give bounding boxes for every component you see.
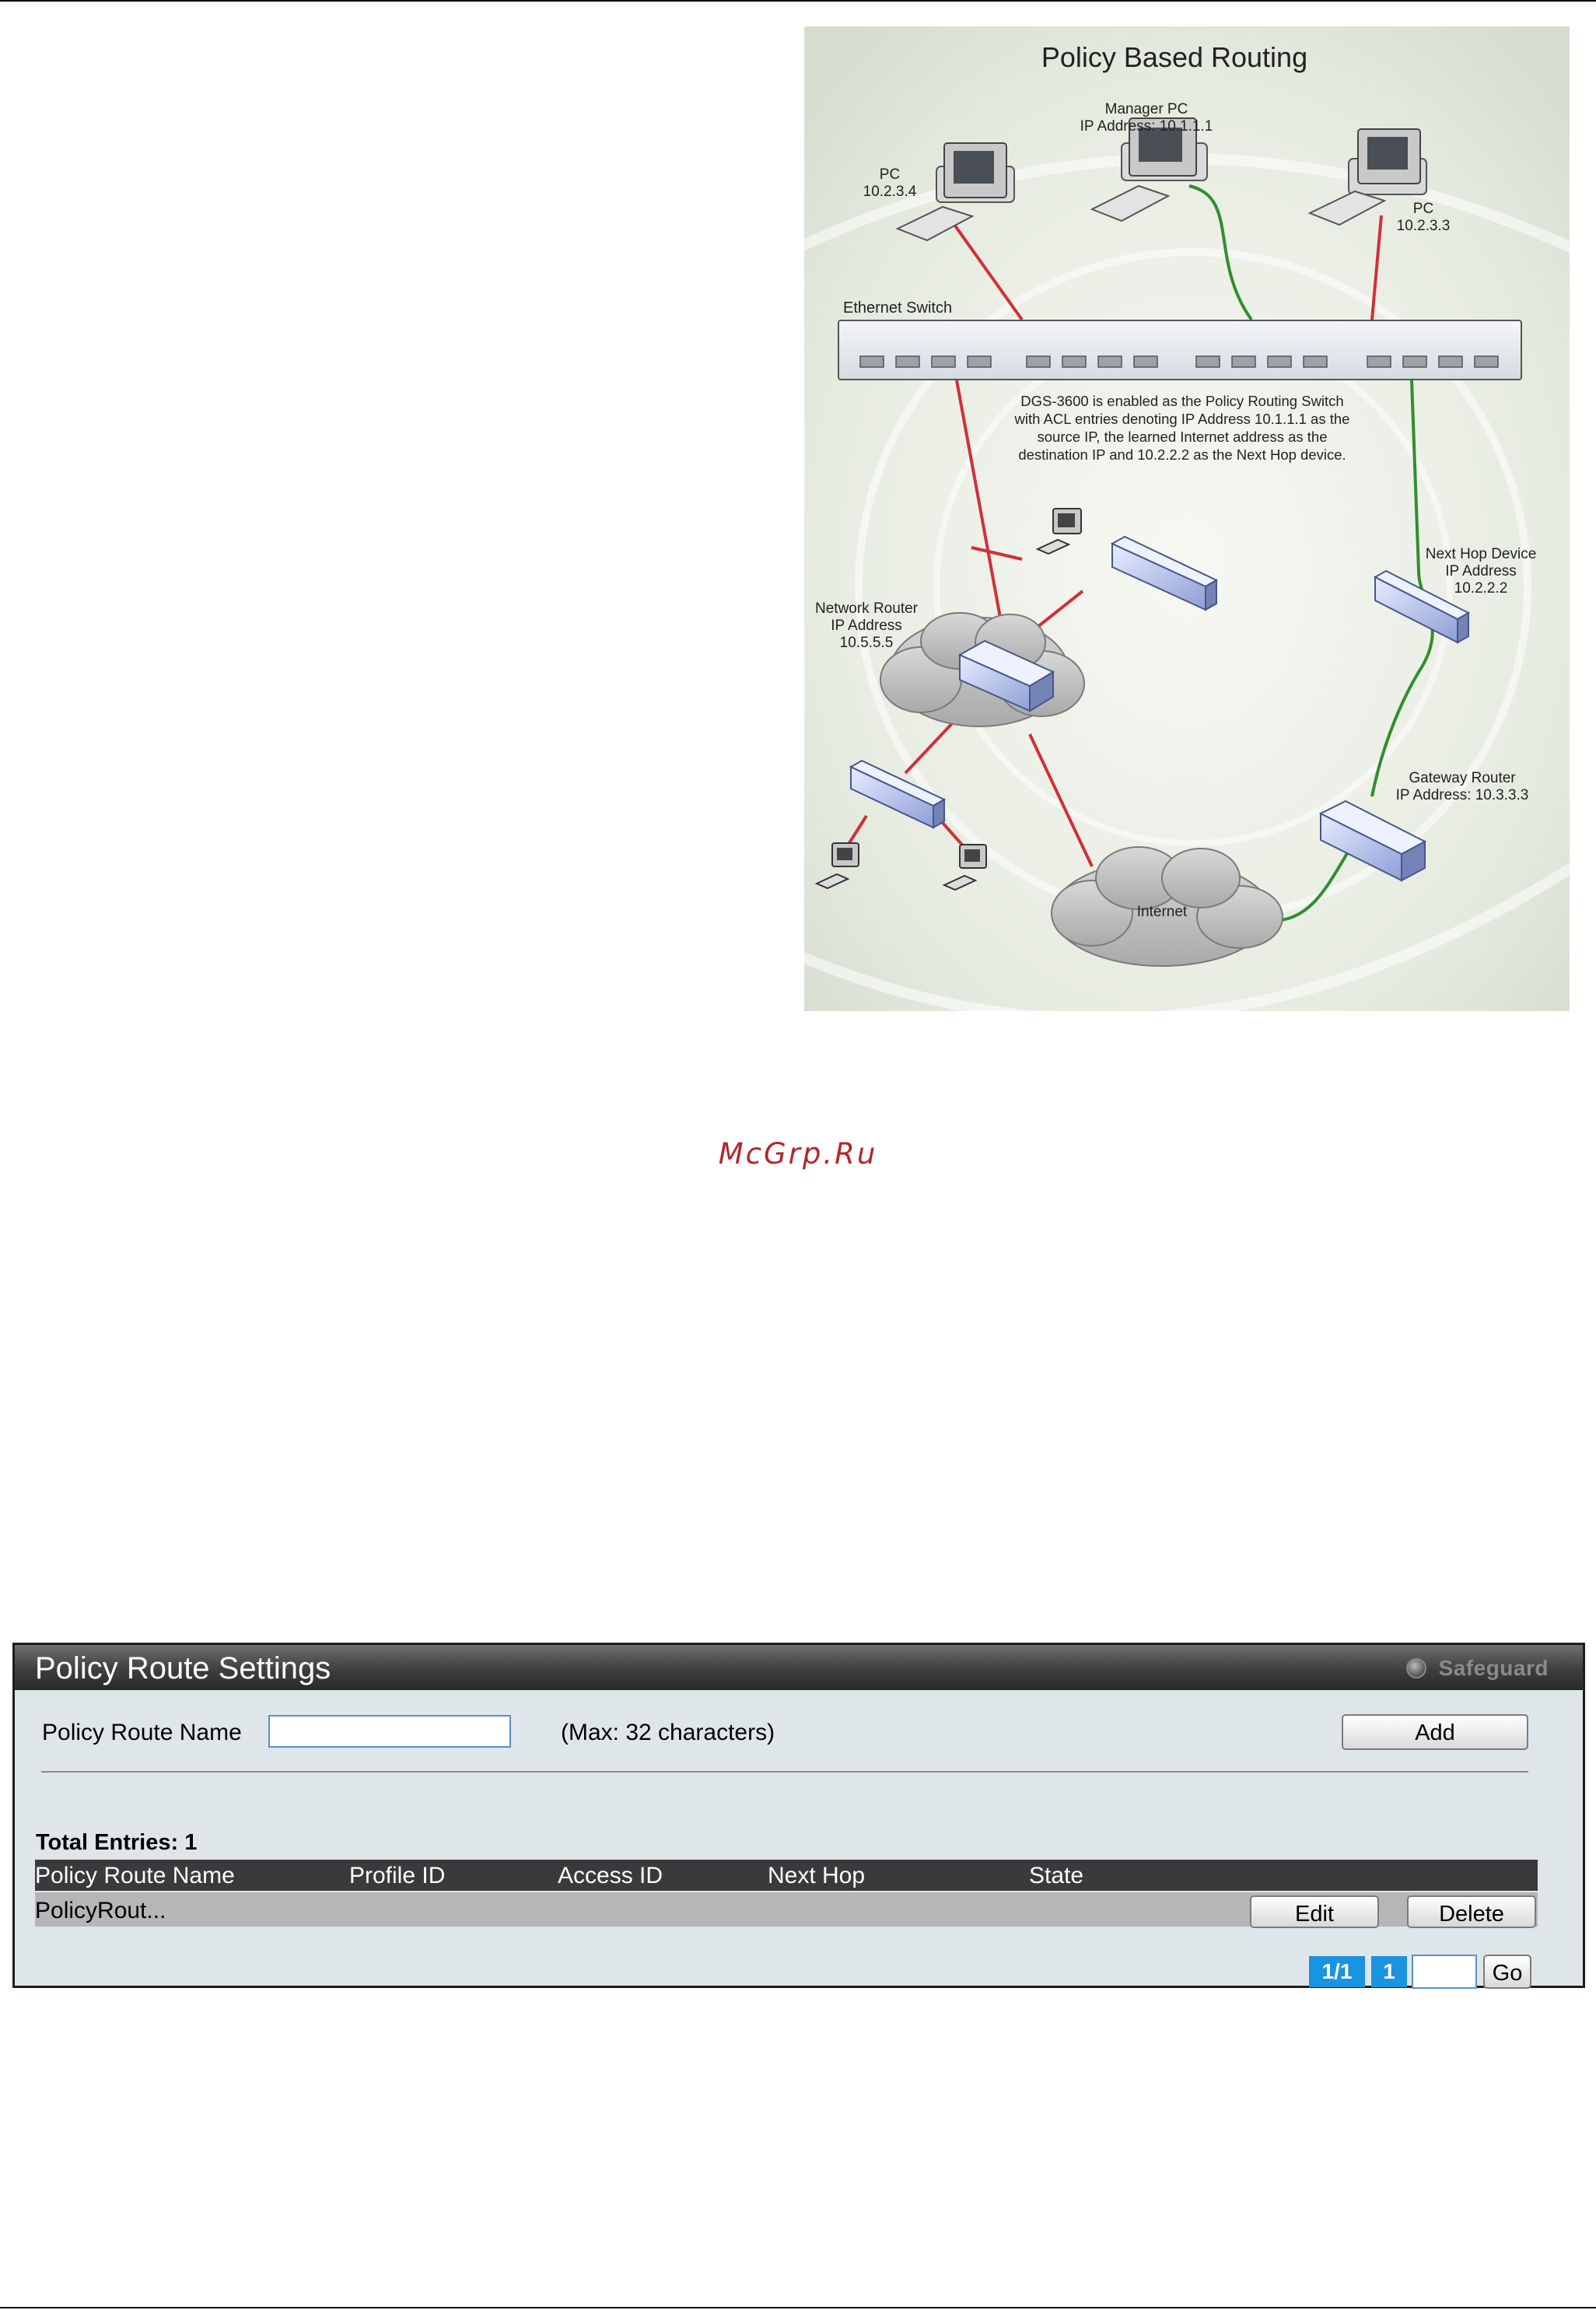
- edit-button[interactable]: Edit: [1250, 1895, 1379, 1928]
- safeguard-indicator: [1406, 1656, 1549, 1681]
- policy-routing-diagram: [804, 26, 1570, 1011]
- table-header: [35, 1860, 1538, 1891]
- internet-label: Internet: [1136, 904, 1188, 920]
- panel-header: [15, 1645, 1583, 1690]
- column-header-profile-id: Profile ID: [349, 1863, 446, 1888]
- panel-title: Policy Route Settings: [35, 1651, 331, 1685]
- pc-left-label-1: PC: [879, 166, 901, 183]
- manager-pc-label-2: IP Address: 10.1.1.1: [1080, 118, 1213, 135]
- network-router-label-3: 10.5.5.5: [839, 635, 894, 651]
- next-hop-label-1: Next Hop Device: [1425, 546, 1537, 562]
- pc-left-label-2: 10.2.3.4: [863, 184, 917, 200]
- pc-right-label-1: PC: [1412, 201, 1434, 217]
- policy-route-name-label: Policy Route Name: [42, 1720, 242, 1745]
- delete-button[interactable]: Delete: [1407, 1895, 1536, 1928]
- policy-route-settings-panel: [12, 1643, 1585, 1988]
- gateway-router-label-2: IP Address: 10.3.3.3: [1395, 787, 1529, 803]
- column-header-state: State: [1029, 1863, 1084, 1888]
- network-router-label-2: IP Address: [831, 618, 902, 634]
- diagram-title: Policy Based Routing: [1041, 41, 1308, 73]
- page-number-link[interactable]: 1: [1371, 1956, 1407, 1987]
- cell-policy-route-name: PolicyRout...: [35, 1898, 166, 1923]
- network-router-label-1: Network Router: [815, 600, 918, 617]
- bottom-rule: [0, 2307, 1596, 2308]
- add-button[interactable]: Add: [1342, 1714, 1528, 1750]
- manager-pc-label-1: Manager PC: [1104, 101, 1188, 117]
- page-jump-input[interactable]: [1412, 1955, 1477, 1989]
- description-line-1: DGS-3600 is enabled as the Policy Routing Switch: [1020, 393, 1344, 409]
- top-rule: [0, 0, 1596, 2]
- next-hop-label-3: 10.2.2.2: [1454, 580, 1508, 597]
- total-entries: Total Entries: 1: [36, 1830, 198, 1855]
- pc-right-label-2: 10.2.3.3: [1396, 218, 1451, 234]
- go-button[interactable]: Go: [1483, 1955, 1531, 1989]
- gateway-router-label-1: Gateway Router: [1409, 770, 1516, 786]
- policy-route-name-input[interactable]: [268, 1715, 511, 1748]
- description-line-3: source IP, the learned Internet address as the: [1037, 429, 1328, 445]
- ethernet-switch-label: Ethernet Switch: [843, 299, 953, 317]
- watermark: McGrp.Ru: [718, 1137, 878, 1171]
- description-line-2: with ACL entries denoting IP Address 10.1.1.1 as the: [1014, 411, 1350, 427]
- next-hop-label-2: IP Address: [1445, 563, 1517, 579]
- description-line-4: destination IP and 10.2.2.2 as the Next Hop device.: [1018, 446, 1346, 463]
- page-indicator: 1/1: [1309, 1956, 1365, 1987]
- column-header-next-hop: Next Hop: [768, 1863, 866, 1888]
- safeguard-led-icon: [1406, 1658, 1426, 1678]
- column-header-access-id: Access ID: [558, 1863, 663, 1888]
- ethernet-switch-icon: [838, 320, 1521, 380]
- form-divider: [41, 1771, 1528, 1773]
- safeguard-label: Safeguard: [1438, 1656, 1549, 1680]
- max-characters-hint: (Max: 32 characters): [561, 1720, 775, 1745]
- column-header-policy-route-name: Policy Route Name: [35, 1863, 235, 1888]
